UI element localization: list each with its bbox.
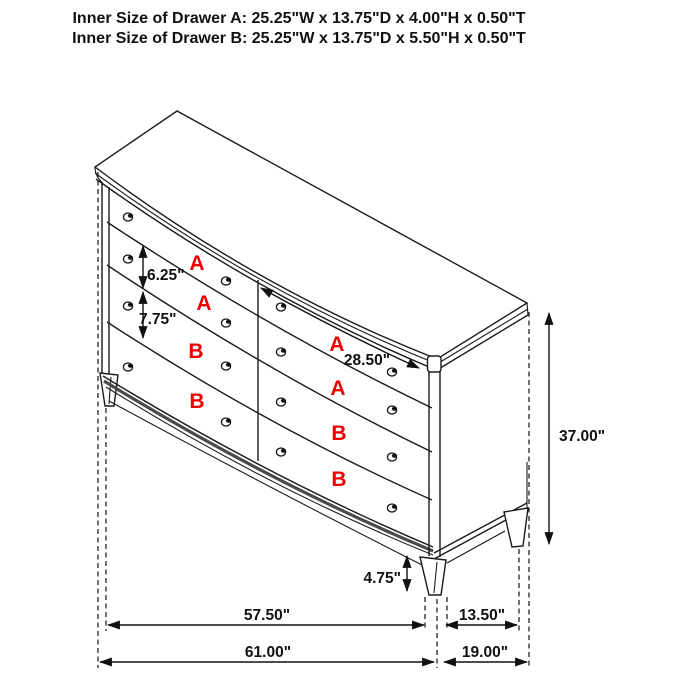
dim-drawer-b-height-label: 7.75" (139, 311, 177, 328)
drawer-knob (276, 303, 286, 311)
dim-overall-width-label: 61.00" (244, 644, 292, 661)
drawer-label-left-1: A (189, 252, 205, 275)
dresser-drawing (95, 111, 528, 595)
drawer-knob (221, 277, 231, 285)
drawer-a-inner-size-text: Inner Size of Drawer A: 25.25"W x 13.75"D x 4.00"H x 0.50"T (72, 10, 526, 27)
drawer-knob (123, 213, 133, 221)
front-right-post (429, 371, 440, 557)
drawer-label-right-3: B (331, 422, 347, 445)
drawer-label-right-4: B (331, 468, 347, 491)
drawer-label-right-1: A (329, 333, 345, 356)
drawer-knob (387, 504, 397, 512)
drawer-knob (123, 302, 133, 310)
bottom-molding-top-curve (103, 376, 433, 547)
drawer-knob (276, 348, 286, 356)
dim-drawer-area-width-label: 57.50" (243, 607, 291, 624)
dim-overall-depth-label: 19.00" (461, 644, 509, 661)
dim-overall-height-label: 37.00" (559, 428, 606, 445)
drawer-knob (221, 418, 231, 426)
drawer-b-inner-size-text: Inner Size of Drawer B: 25.25"W x 13.75"D x 5.50"H x 0.50"T (72, 30, 526, 47)
front-right-leg (420, 557, 446, 595)
dim-right-drawer-width-label: 28.50" (343, 352, 391, 369)
left-stile (102, 182, 109, 377)
drawer-knob (221, 362, 231, 370)
drawer-knob (276, 448, 286, 456)
dim-leg-height-label: 4.75" (363, 570, 401, 587)
rear-right-leg (504, 508, 528, 547)
drawer-label-left-3: B (188, 340, 204, 363)
drawer-knob (221, 319, 231, 327)
drawer-label-left-4: B (189, 390, 205, 413)
drawer-knob (123, 255, 133, 263)
drawer-knob (387, 453, 397, 461)
dim-drawer-a-height-label: 6.25" (147, 267, 185, 284)
drawer-knob (276, 398, 286, 406)
drawer-label-right-2: A (330, 377, 346, 400)
drawer-knob (387, 368, 397, 376)
front-right-post-cap (428, 356, 442, 372)
drawer-knob (123, 363, 133, 371)
dim-leg-span-depth-label: 13.50" (458, 607, 506, 624)
drawer-label-left-2: A (196, 292, 212, 315)
drawer-knob (387, 406, 397, 414)
